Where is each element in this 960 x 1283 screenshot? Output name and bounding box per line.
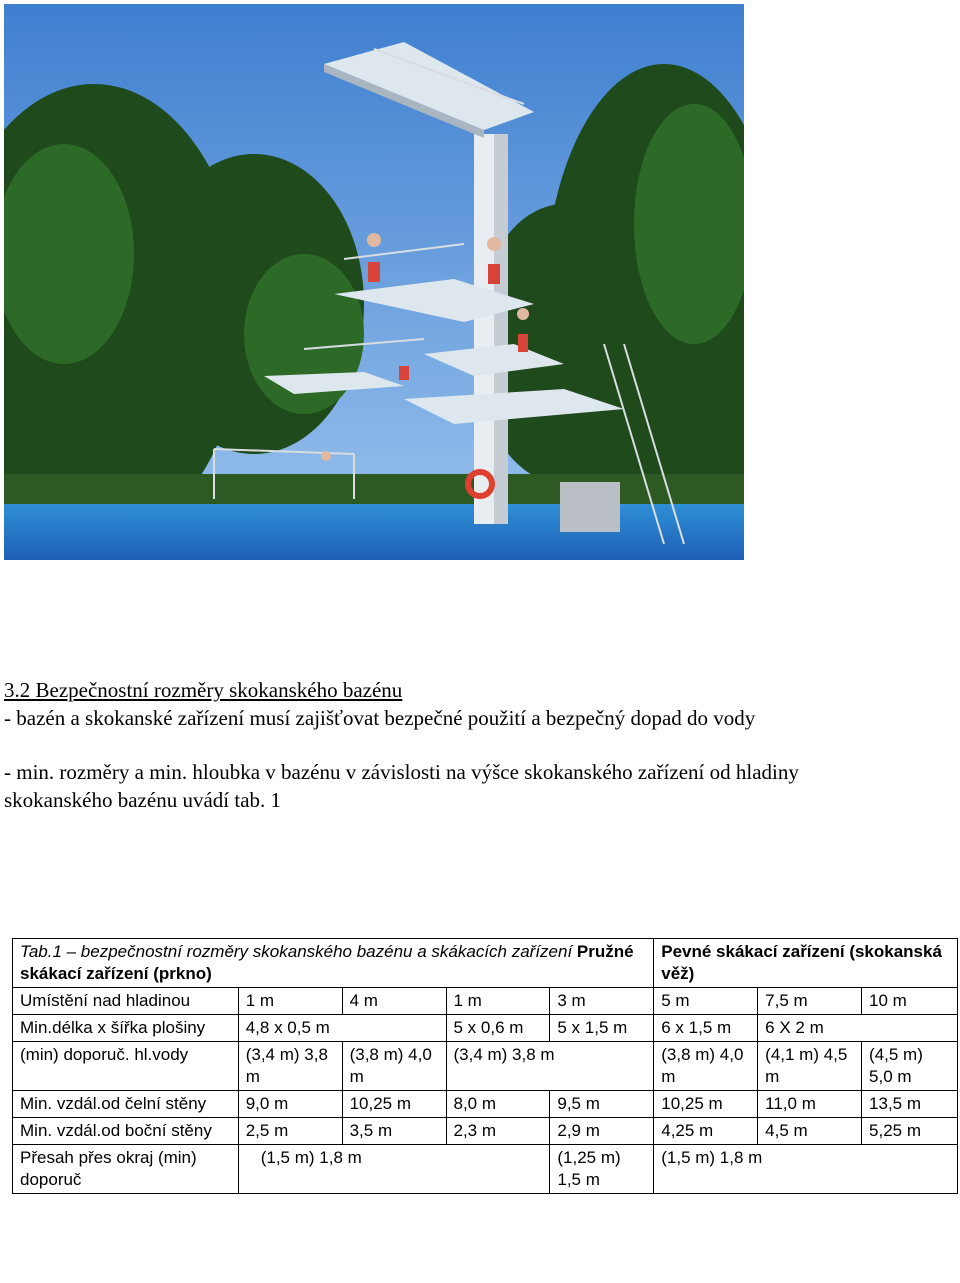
table-row xyxy=(13,1015,958,1042)
table-cell: 9,0 m xyxy=(238,1091,342,1118)
table-cell: 11,0 m xyxy=(758,1091,862,1118)
table-cell: 1 m xyxy=(238,988,342,1015)
table-row xyxy=(13,1145,958,1194)
table-cell: (3,8 m) 4,0 m xyxy=(342,1042,446,1091)
row-label: Min. vzdál.od boční stěny xyxy=(13,1118,239,1145)
table-cell: 2,5 m xyxy=(238,1118,342,1145)
table-cell: (1,5 m) 1,8 m xyxy=(654,1145,958,1194)
table-cell: 6 x 1,5 m xyxy=(654,1015,758,1042)
paragraph-dimensions: - min. rozměry a min. hloubka v bazénu v závislosti na výšce skokanského zařízení od hladiny skokanského bazénu uvádí tab. 1 xyxy=(4,760,799,812)
table-cell: 5 m xyxy=(654,988,758,1015)
table-header-fixed: Pevné skákací zařízení (skokanská věž) xyxy=(654,939,958,988)
table-cell: 3,5 m xyxy=(342,1118,446,1145)
table-cell: 4,8 x 0,5 m xyxy=(238,1015,446,1042)
table-cell: 1 m xyxy=(446,988,550,1015)
table-cell: 2,9 m xyxy=(550,1118,654,1145)
table-cell: 4 m xyxy=(342,988,446,1015)
table-row xyxy=(13,1042,958,1091)
table-cell: 4,25 m xyxy=(654,1118,758,1145)
row-label: Přesah přes okraj (min) doporuč xyxy=(13,1145,239,1194)
table-cell: 6 X 2 m xyxy=(758,1015,958,1042)
table-cell: 5,25 m xyxy=(862,1118,958,1145)
table-caption-flexible: Pružné skákací zařízení (prkno) xyxy=(20,942,634,983)
table-cell: 2,3 m xyxy=(446,1118,550,1145)
table-cell: 8,0 m xyxy=(446,1091,550,1118)
table-cell: (3,4 m) 3,8 m xyxy=(238,1042,342,1091)
table-cell: (3,8 m) 4,0 m xyxy=(654,1042,758,1091)
table-cell: 5 x 0,6 m xyxy=(446,1015,550,1042)
table-cell: 10,25 m xyxy=(342,1091,446,1118)
table-cell: (1,25 m) 1,5 m xyxy=(550,1145,654,1194)
table-cell: 3 m xyxy=(550,988,654,1015)
section-text xyxy=(4,676,854,814)
table-cell: 9,5 m xyxy=(550,1091,654,1118)
table-cell: (4,5 m) 5,0 m xyxy=(862,1042,958,1091)
row-label: Min.délka x šířka plošiny xyxy=(13,1015,239,1042)
diving-tower-photo xyxy=(4,4,744,560)
table-caption-row xyxy=(13,939,958,988)
table-caption xyxy=(13,939,654,988)
row-label: (min) doporuč. hl.vody xyxy=(13,1042,239,1091)
table-caption-title: Tab.1 – bezpečnostní rozměry skokanského bazénu a skákacích zařízení xyxy=(20,942,573,961)
safety-dimensions-table xyxy=(12,938,958,1194)
table-cell: 10 m xyxy=(862,988,958,1015)
table-cell: 13,5 m xyxy=(862,1091,958,1118)
row-label: Umístění nad hladinou xyxy=(13,988,239,1015)
table-cell: 4,5 m xyxy=(758,1118,862,1145)
paragraph-safety: - bazén a skokanské zařízení musí zajišťovat bezpečné použití a bezpečný dopad do vody xyxy=(4,706,756,730)
table-cell: (1,5 m) 1,8 m xyxy=(238,1145,550,1194)
table-row xyxy=(13,1118,958,1145)
table-row xyxy=(13,1091,958,1118)
table-cell: (3,4 m) 3,8 m xyxy=(446,1042,654,1091)
table-cell: (4,1 m) 4,5 m xyxy=(758,1042,862,1091)
row-label: Min. vzdál.od čelní stěny xyxy=(13,1091,239,1118)
table-cell: 5 x 1,5 m xyxy=(550,1015,654,1042)
table-row xyxy=(13,988,958,1015)
table-cell: 7,5 m xyxy=(758,988,862,1015)
section-heading: 3.2 Bezpečnostní rozměry skokanského bazénu xyxy=(4,678,403,702)
table-cell: 10,25 m xyxy=(654,1091,758,1118)
